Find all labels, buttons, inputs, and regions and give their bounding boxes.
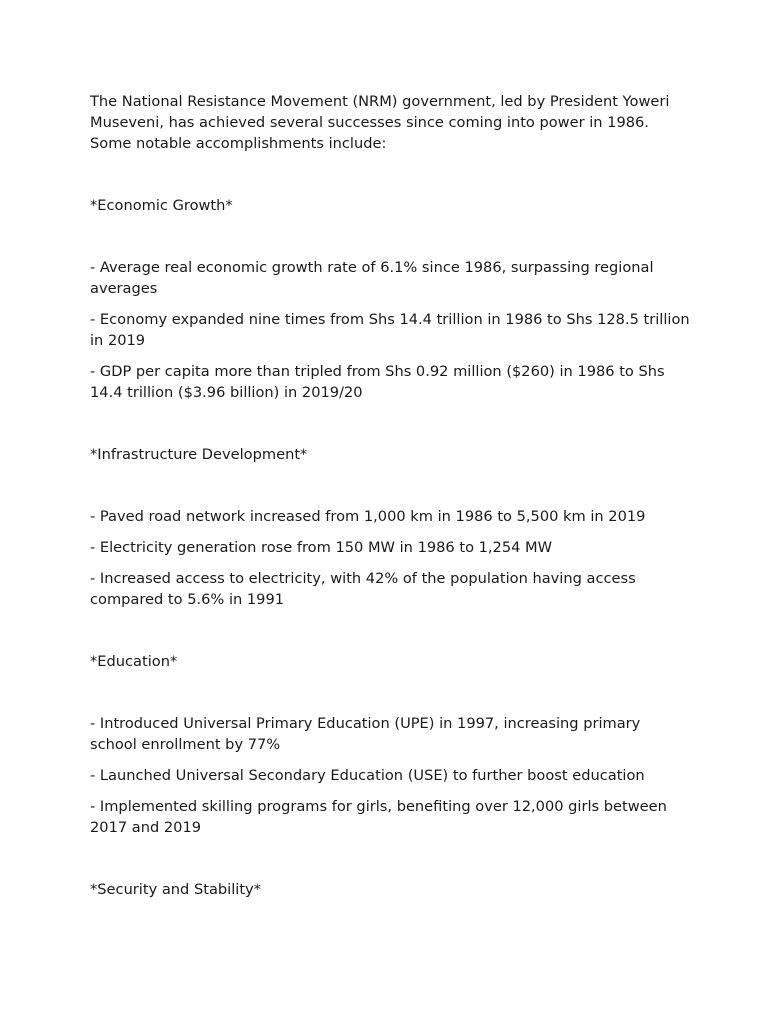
bullet-item: - Increased access to electricity, with 42% of the population having access compared to 5.6% in 1991 <box>90 570 636 608</box>
bullet-item: - Implemented skilling programs for girls, benefiting over 12,000 girls between 2017 and 2019 <box>90 798 667 836</box>
section-heading-education: *Education* <box>90 653 178 670</box>
intro-paragraph: The National Resistance Movement (NRM) government, led by President Yoweri Museveni, has achieved several successes since coming into power in 1986. Some notable accomplishments include: <box>90 93 670 152</box>
section-heading-economic-growth: *Economic Growth* <box>90 197 233 214</box>
bullet-item: - Average real economic growth rate of 6.1% since 1986, surpassing regional averages <box>90 259 654 297</box>
bullet-item: - Paved road network increased from 1,000 km in 1986 to 5,500 km in 2019 <box>90 508 646 525</box>
bullet-item: - Economy expanded nine times from Shs 14.4 trillion in 1986 to Shs 128.5 trillion in 2019 <box>90 311 690 349</box>
bullet-item: - Electricity generation rose from 150 MW in 1986 to 1,254 MW <box>90 539 553 556</box>
document-body <box>90 91 690 941</box>
bullet-item: - Introduced Universal Primary Education (UPE) in 1997, increasing primary school enrollment by 77% <box>90 715 641 753</box>
bullet-item: - Launched Universal Secondary Education (USE) to further boost education <box>90 767 645 784</box>
section-heading-infrastructure: *Infrastructure Development* <box>90 446 308 463</box>
section-heading-security: *Security and Stability* <box>90 881 261 898</box>
bullet-item: - GDP per capita more than tripled from Shs 0.92 million ($260) in 1986 to Shs 14.4 trillion ($3.96 billion) in 2019/20 <box>90 363 665 401</box>
